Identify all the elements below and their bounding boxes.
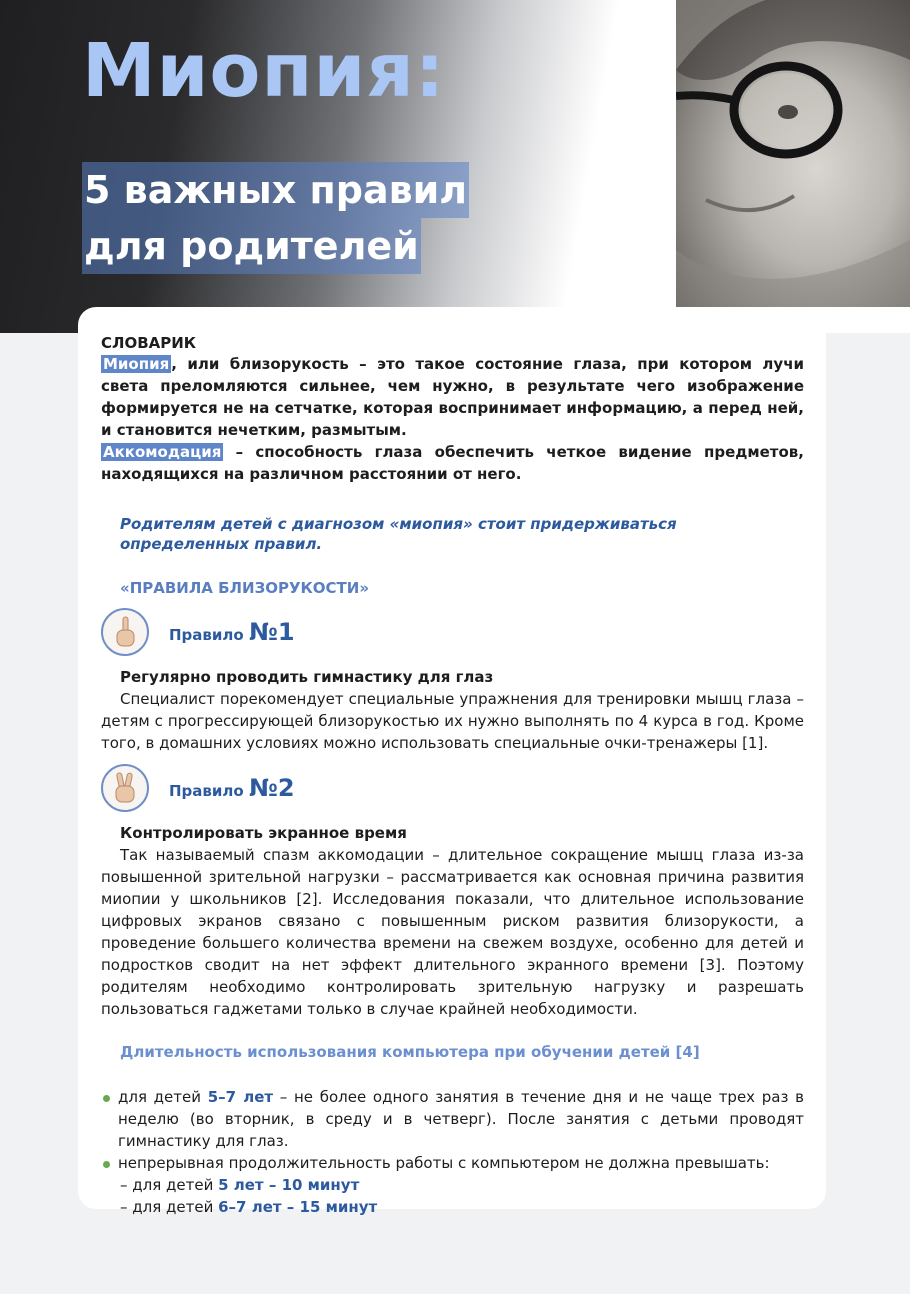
one-finger-hand-icon <box>101 608 149 656</box>
sub-item-6-7-years: – для детей 6–7 лет – 15 минут <box>120 1198 378 1216</box>
dictionary-heading: СЛОВАРИК <box>101 334 197 352</box>
rule-2-number: №2 <box>248 774 295 802</box>
hero-banner <box>0 0 910 333</box>
sub-item-5-years: – для детей 5 лет – 10 минут <box>120 1176 360 1194</box>
term-myopia: Миопия <box>103 355 170 373</box>
bullet-dot-icon <box>103 1161 110 1168</box>
rule-2-header <box>101 764 804 812</box>
bullet-dot-icon <box>103 1095 110 1102</box>
two-fingers-hand-icon <box>101 764 149 812</box>
dictionary-entry-myopia <box>101 353 804 441</box>
intro-text: Родителям детей с диагнозом «миопия» стоит придерживаться определенных правил. <box>120 515 677 553</box>
definition-accommodation: – способность глаза обеспечить четкое видение предметов, находящихся на различном расстоянии от него. <box>101 443 804 483</box>
rule-1-label: Правило №1 <box>169 618 295 646</box>
main-content <box>101 333 804 1218</box>
subtitle-line-2: для родителей <box>82 218 421 274</box>
definition-myopia: , или близорукость – это такое состояние глаза, при котором лучи света преломляются сильнее, чем нужно, в результате чего изображение формируется не на сетчатке, которая воспринимает информацию, а перед ней, и становится нечетким, размытым. <box>101 355 804 439</box>
term-accommodation: Аккомодация <box>103 443 222 461</box>
rule-1-header <box>101 608 804 656</box>
rule-2-label: Правило №2 <box>169 774 295 802</box>
page-title: Миопия: <box>82 28 446 114</box>
duration-heading: Длительность использования компьютера при обучении детей [4] <box>120 1043 700 1061</box>
subtitle-line-1: 5 важных правил <box>82 162 469 218</box>
rule-2-body: Так называемый спазм аккомодации – длительное сокращение мышц глаза из-за повышенной зрительной нагрузки – рассматривается как основная причина развития миопии у школьников [2]. Исследования показали, что длительное использование цифровых экранов связано с повышенным риском развития близорукости, а проведение большего количества времени на свежем воздухе, особенно для детей и подростков сводит на нет эффект длительного экранного времени [3]. Поэтому родителям необходимо контролировать зрительную нагрузку и разрешать пользоваться гаджетами только в случае крайней необходимости. <box>101 846 804 1018</box>
rule-1-number: №1 <box>248 618 295 646</box>
dictionary-entry-accommodation <box>101 441 804 485</box>
rules-heading: «ПРАВИЛА БЛИЗОРУКОСТИ» <box>120 579 370 597</box>
rule-1-body: Специалист порекомендует специальные упражнения для тренировки мышц глаза – детям с прогрессирующей близорукостью их нужно выполнять по 4 курса в год. Кроме того, в домашних условиях можно использовать специальные очки-тренажеры [1]. <box>101 690 804 752</box>
duration-list <box>101 1086 804 1174</box>
list-item: для детей 5–7 лет – не более одного занятия в течение дня и не чаще трех раз в неделю (во вторник, в среду и в четверг). После занятия с детьми проводят гимнастику для глаз. <box>101 1086 804 1152</box>
page-subtitle <box>82 162 469 274</box>
rule-2-subtitle: Контролировать экранное время <box>120 824 407 842</box>
glasses-illustration <box>676 0 910 307</box>
list-item: непрерывная продолжительность работы с компьютером не должна превышать: <box>101 1152 804 1174</box>
rule-1-subtitle: Регулярно проводить гимнастику для глаз <box>120 668 494 686</box>
child-with-glasses-photo <box>676 0 910 307</box>
